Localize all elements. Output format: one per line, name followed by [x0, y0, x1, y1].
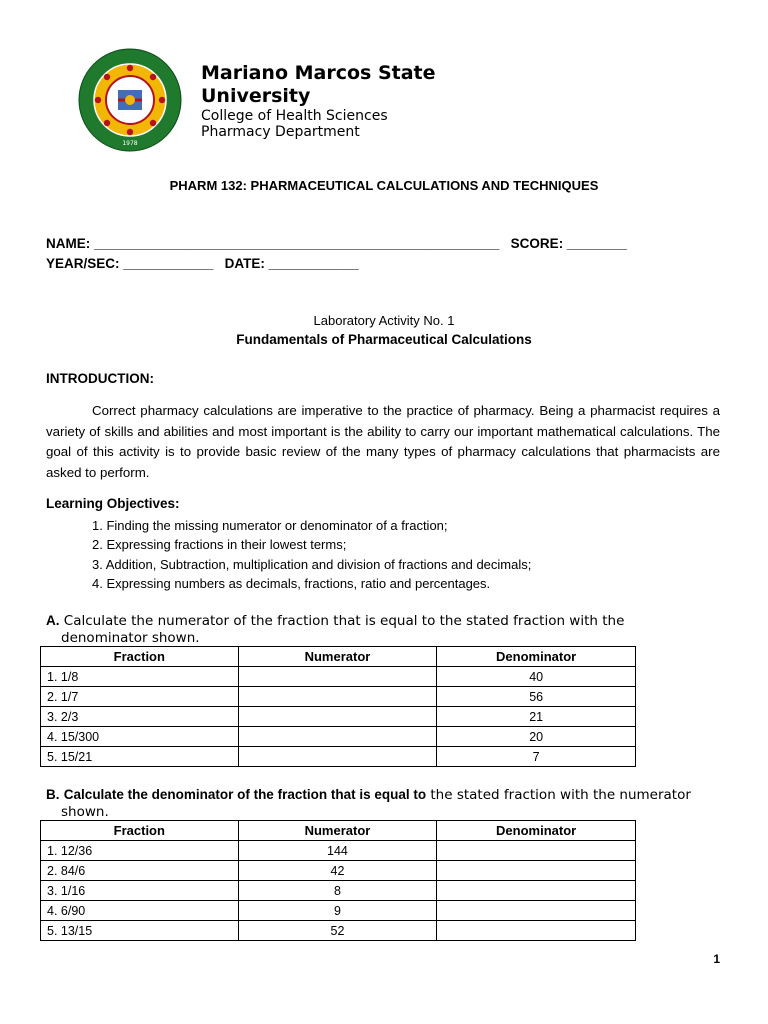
denominator-answer-cell[interactable] — [437, 861, 636, 881]
section-a-label: A. — [46, 613, 60, 628]
objectives-heading: Learning Objectives: — [46, 496, 180, 511]
fraction-cell: 5. 13/15 — [41, 921, 239, 941]
introduction-heading: INTRODUCTION: — [46, 371, 154, 386]
objective-item: 1. Finding the missing numerator or denominator of a fraction; — [92, 518, 448, 533]
denominator-cell: 56 — [437, 687, 636, 707]
section-b-label: B. — [46, 787, 60, 802]
introduction-paragraph: Correct pharmacy calculations are imperative to the practice of pharmacy. Being a pharmacist requires a variety of skills and abilities and most important is the ability to carry our important mathematical calculations. The goal of this activity is to provide basic review of the many types of pharmacy calculations that pharmacists are asked to perform. — [46, 403, 720, 481]
table-row — [41, 921, 636, 941]
fraction-cell: 3. 2/3 — [41, 707, 239, 727]
table-row — [41, 687, 636, 707]
department-name: Pharmacy Department — [201, 124, 360, 140]
section-a-text-cont: denominator shown. — [61, 630, 200, 646]
table-row — [41, 707, 636, 727]
svg-text:1978: 1978 — [122, 140, 138, 147]
section-b-table — [40, 820, 636, 941]
fraction-cell: 2. 84/6 — [41, 861, 239, 881]
fraction-cell: 4. 15/300 — [41, 727, 239, 747]
numerator-answer-cell[interactable] — [238, 667, 437, 687]
section-b-text: the stated fraction with the numerator — [426, 787, 691, 803]
year-date-line[interactable]: YEAR/SEC: ____________ DATE: ____________ — [46, 256, 359, 271]
numerator-answer-cell[interactable] — [238, 687, 437, 707]
denominator-answer-cell[interactable] — [437, 901, 636, 921]
objective-item: 2. Expressing fractions in their lowest terms; — [92, 537, 347, 553]
objective-item: 3. Addition, Subtraction, multiplication and division of fractions and decimals; — [92, 556, 532, 572]
name-score-line[interactable]: NAME: ______________________________________________________ SCORE: ________ — [46, 236, 628, 251]
page-number: 1 — [713, 952, 720, 966]
numerator-answer-cell[interactable] — [238, 707, 437, 727]
college-name: College of Health Sciences — [201, 108, 388, 124]
objective-item: 4. Expressing numbers as decimals, fractions, ratio and percentages. — [92, 575, 491, 591]
table-row — [41, 901, 636, 921]
table-row — [41, 881, 636, 901]
fraction-cell: 1. 1/8 — [41, 667, 239, 687]
denominator-cell: 7 — [437, 747, 636, 767]
section-a-table — [40, 646, 636, 767]
column-header: Denominator — [437, 821, 636, 841]
college-department — [201, 108, 388, 140]
column-header: Denominator — [437, 647, 636, 667]
numerator-cell: 52 — [238, 921, 437, 941]
table-row — [41, 727, 636, 747]
denominator-cell: 20 — [437, 727, 636, 747]
column-header: Numerator — [238, 821, 437, 841]
section-b-text-bold: Calculate the denominator of the fraction that is equal to — [63, 787, 427, 802]
fraction-cell: 2. 1/7 — [41, 687, 239, 707]
section-a-instructions — [46, 612, 720, 647]
numerator-cell: 9 — [238, 901, 437, 921]
table-row — [41, 861, 636, 881]
fraction-cell: 1. 12/36 — [41, 841, 239, 861]
fraction-cell: 3. 1/16 — [41, 881, 239, 901]
activity-title: Fundamentals of Pharmaceutical Calculations — [236, 332, 532, 347]
denominator-answer-cell[interactable] — [437, 921, 636, 941]
objectives-list — [92, 516, 531, 593]
section-b-instructions — [46, 786, 720, 821]
section-a-text: Calculate the numerator of the fraction that is equal to the stated fraction with the — [63, 613, 625, 629]
table-row — [41, 667, 636, 687]
fraction-cell: 4. 6/90 — [41, 901, 239, 921]
numerator-answer-cell[interactable] — [238, 747, 437, 767]
column-header: Fraction — [41, 647, 239, 667]
fraction-cell: 5. 15/21 — [41, 747, 239, 767]
denominator-answer-cell[interactable] — [437, 841, 636, 861]
university-seal-icon — [78, 48, 182, 152]
table-row — [41, 841, 636, 861]
numerator-cell: 144 — [238, 841, 437, 861]
denominator-cell: 40 — [437, 667, 636, 687]
course-title: PHARM 132: PHARMACEUTICAL CALCULATIONS AND TECHNIQUES — [169, 178, 599, 193]
column-header: Numerator — [238, 647, 437, 667]
numerator-cell: 42 — [238, 861, 437, 881]
table-row — [41, 747, 636, 767]
activity-number: Laboratory Activity No. 1 — [313, 313, 455, 328]
university-name: Mariano Marcos State University — [201, 62, 436, 107]
numerator-cell: 8 — [238, 881, 437, 901]
denominator-cell: 21 — [437, 707, 636, 727]
numerator-answer-cell[interactable] — [238, 727, 437, 747]
denominator-answer-cell[interactable] — [437, 881, 636, 901]
column-header: Fraction — [41, 821, 239, 841]
section-b-text-cont: shown. — [61, 804, 109, 820]
